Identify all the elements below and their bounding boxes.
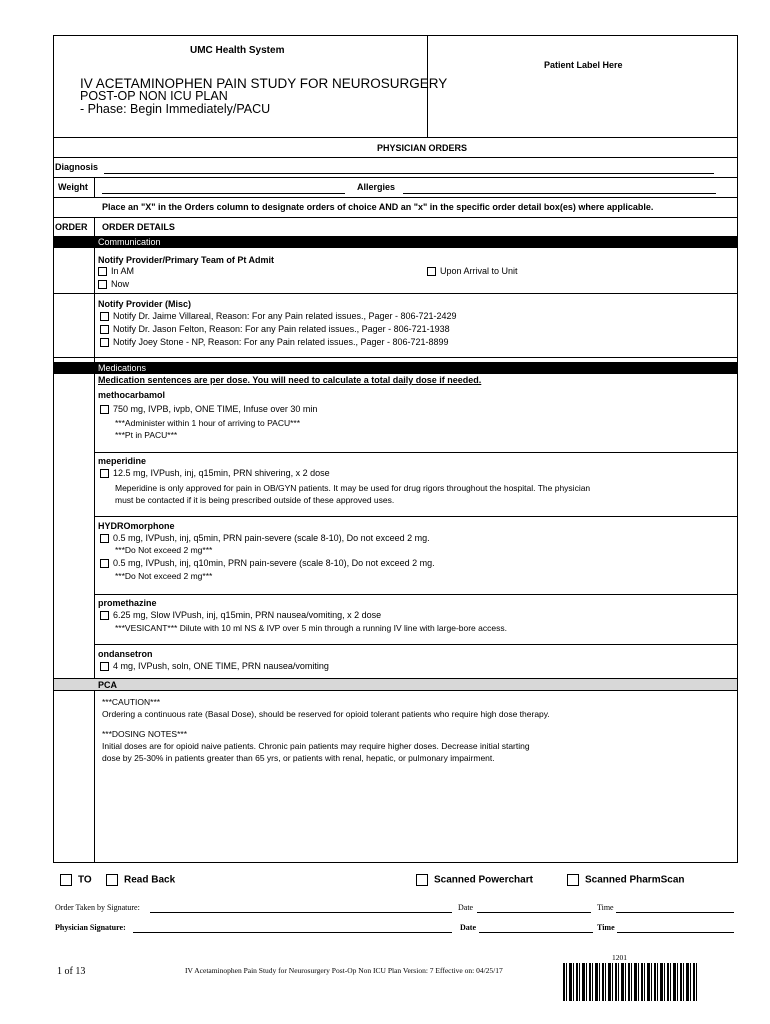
notify-option[interactable]: Notify Joey Stone - NP, Reason: For any Pain related issues., Pager - 806-721-8899 xyxy=(100,337,449,348)
rule xyxy=(94,516,738,517)
read-back-checkbox[interactable]: Read Back xyxy=(106,874,175,886)
checkbox[interactable] xyxy=(100,662,109,671)
option-in-am[interactable]: In AM xyxy=(98,266,134,277)
order-taken-label: Order Taken by Signature: xyxy=(55,903,140,912)
weight-label: Weight xyxy=(58,182,88,192)
methocarbamol-option[interactable]: 750 mg, IVPB, ivpb, ONE TIME, Infuse over 30 min xyxy=(100,404,317,415)
checkbox[interactable] xyxy=(106,874,118,886)
weight-field[interactable] xyxy=(102,182,345,194)
rule xyxy=(53,217,738,218)
diagnosis-field[interactable] xyxy=(104,162,714,174)
order-taken-date-field[interactable] xyxy=(477,903,591,913)
medications-note: Medication sentences are per dose. You will need to calculate a total daily dose if needed. xyxy=(98,375,482,385)
methocarbamol-note: ***Pt in PACU*** xyxy=(115,430,178,440)
promethazine-option[interactable]: 6.25 mg, Slow IVPush, inj, q15min, PRN nausea/vomiting, x 2 dose xyxy=(100,610,381,621)
order-taken-time-label: Time xyxy=(597,903,614,912)
notify-misc-heading: Notify Provider (Misc) xyxy=(98,299,192,309)
pca-dosing: ***DOSING NOTES*** xyxy=(102,729,188,739)
allergies-label: Allergies xyxy=(357,182,396,192)
physician-signature-label: Physician Signature: xyxy=(55,923,126,932)
rule xyxy=(53,137,738,138)
checkbox[interactable] xyxy=(98,267,107,276)
rule xyxy=(53,197,738,198)
hydromorphone-heading: HYDROmorphone xyxy=(98,521,175,531)
hydromorphone-note: ***Do Not exceed 2 mg*** xyxy=(115,545,213,555)
rule xyxy=(94,644,738,645)
checkbox[interactable] xyxy=(100,559,109,568)
methocarbamol-note: ***Administer within 1 hour of arriving to PACU*** xyxy=(115,418,301,428)
rule xyxy=(94,594,738,595)
checkbox[interactable] xyxy=(60,874,72,886)
physician-time-field[interactable] xyxy=(617,923,734,933)
notify-option[interactable]: Notify Dr. Jason Felton, Reason: For any Pain related issues., Pager - 806-721-1938 xyxy=(100,324,450,335)
scanned-pharmscan-checkbox[interactable]: Scanned PharmScan xyxy=(567,874,684,886)
physician-date-field[interactable] xyxy=(479,923,593,933)
document-footer-line: IV Acetaminophen Pain Study for Neurosurgery Post-Op Non ICU Plan Version: 7 Effective on: 04/25/17 xyxy=(185,966,503,975)
rule xyxy=(53,357,738,358)
physician-date-label: Date xyxy=(460,923,476,932)
plan-subtitle: POST-OP NON ICU PLAN xyxy=(80,89,228,103)
rule xyxy=(53,157,738,158)
scanned-powerchart-checkbox[interactable]: Scanned Powerchart xyxy=(416,874,533,886)
plan-phase: - Phase: Begin Immediately/PACU xyxy=(80,102,271,116)
option-upon-arrival[interactable]: Upon Arrival to Unit xyxy=(427,266,518,277)
physician-signature-field[interactable] xyxy=(133,923,452,933)
pca-bar: PCA xyxy=(54,678,737,691)
promethazine-note: ***VESICANT*** Dilute with 10 ml NS & IVP over 5 min through a running IV line with large-bore access. xyxy=(115,623,507,633)
barcode-number: 1201 xyxy=(612,953,627,962)
checkbox[interactable] xyxy=(100,405,109,414)
system-name: UMC Health System xyxy=(190,45,285,56)
rule xyxy=(94,452,738,453)
order-taken-signature-field[interactable] xyxy=(150,903,452,913)
label-divider xyxy=(94,177,95,197)
checkbox[interactable] xyxy=(100,611,109,620)
rule xyxy=(53,293,738,294)
plan-title: IV ACETAMINOPHEN PAIN STUDY FOR NEUROSURGERY xyxy=(80,76,448,91)
order-taken-date-label: Date xyxy=(458,903,474,912)
instruction-text: Place an "X" in the Orders column to designate orders of choice AND an "x" in the specific order detail box(es) where applicable. xyxy=(102,202,654,212)
allergies-field[interactable] xyxy=(403,182,716,194)
rule xyxy=(53,177,738,178)
notify-primary-heading: Notify Provider/Primary Team of Pt Admit xyxy=(98,255,275,265)
to-checkbox[interactable]: TO xyxy=(60,874,92,886)
hydromorphone-option[interactable]: 0.5 mg, IVPush, inj, q5min, PRN pain-severe (scale 8-10), Do not exceed 2 mg. xyxy=(100,533,430,544)
barcode-image xyxy=(563,963,698,1001)
promethazine-heading: promethazine xyxy=(98,598,157,608)
pca-dosing-text: dose by 25-30% in patients greater than 65 yrs, or patients with renal, hepatic, or pulmonary impairment. xyxy=(102,753,495,763)
ondansetron-option[interactable]: 4 mg, IVPush, soln, ONE TIME, PRN nausea/vomiting xyxy=(100,661,329,672)
medications-bar: Medications xyxy=(54,362,737,374)
order-column-divider xyxy=(94,217,95,863)
communication-title: Communication xyxy=(95,237,737,248)
meperidine-note: must be contacted if it is being prescribed outside of these approved uses. xyxy=(115,495,395,505)
meperidine-option[interactable]: 12.5 mg, IVPush, inj, q15min, PRN shivering, x 2 dose xyxy=(100,468,330,479)
section-title: PHYSICIAN ORDERS xyxy=(377,143,468,153)
pca-dosing-text: Initial doses are for opioid naive patients. Chronic pain patients may require higher doses. Decrease initial starting xyxy=(102,741,530,751)
ondansetron-heading: ondansetron xyxy=(98,649,153,659)
checkbox[interactable] xyxy=(98,280,107,289)
methocarbamol-heading: methocarbamol xyxy=(98,390,166,400)
diagnosis-label: Diagnosis xyxy=(55,162,99,172)
page-number: 1 of 13 xyxy=(57,966,86,977)
order-column-header: ORDER xyxy=(55,222,88,232)
hydromorphone-option[interactable]: 0.5 mg, IVPush, inj, q10min, PRN pain-severe (scale 8-10), Do not exceed 2 mg. xyxy=(100,558,435,569)
checkbox[interactable] xyxy=(427,267,436,276)
checkbox[interactable] xyxy=(100,469,109,478)
hydromorphone-note: ***Do Not exceed 2 mg*** xyxy=(115,571,213,581)
pca-caution: ***CAUTION*** xyxy=(102,697,161,707)
notify-option[interactable]: Notify Dr. Jaime Villareal, Reason: For any Pain related issues., Pager - 806-721-2429 xyxy=(100,311,457,322)
checkbox[interactable] xyxy=(567,874,579,886)
physician-time-label: Time xyxy=(597,923,615,932)
patient-label: Patient Label Here xyxy=(544,60,623,70)
meperidine-heading: meperidine xyxy=(98,456,147,466)
pca-caution-text: Ordering a continuous rate (Basal Dose), should be reserved for opioid tolerant patients who require high dose therapy. xyxy=(102,709,550,719)
checkbox[interactable] xyxy=(100,338,109,347)
checkbox[interactable] xyxy=(100,534,109,543)
details-column-header: ORDER DETAILS xyxy=(102,222,175,232)
checkbox[interactable] xyxy=(100,325,109,334)
checkbox[interactable] xyxy=(100,312,109,321)
checkbox[interactable] xyxy=(416,874,428,886)
meperidine-note: Meperidine is only approved for pain in OB/GYN patients. It may be used for drug rigors throughout the hospital. The physician xyxy=(115,483,591,493)
option-now[interactable]: Now xyxy=(98,279,129,290)
order-taken-time-field[interactable] xyxy=(616,903,734,913)
